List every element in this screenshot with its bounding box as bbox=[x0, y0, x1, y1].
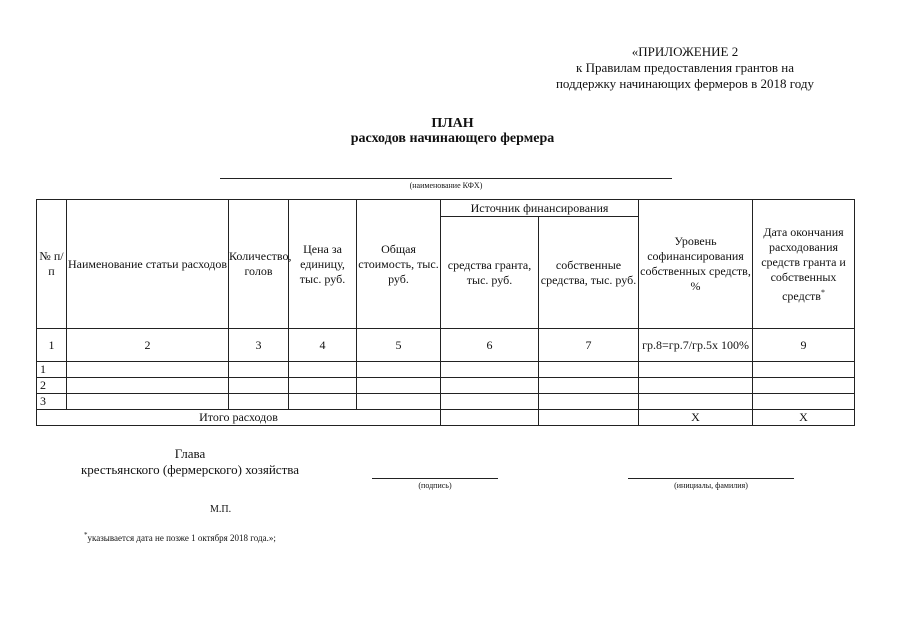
stamp-place: М.П. bbox=[210, 504, 232, 515]
signature-line bbox=[372, 478, 498, 479]
header-total: Общая стоимость, тыс. руб. bbox=[357, 200, 441, 329]
table-row bbox=[37, 378, 855, 394]
expense-plan-table bbox=[36, 199, 855, 426]
footnote bbox=[84, 531, 276, 543]
initials-line bbox=[628, 478, 794, 479]
index-row bbox=[37, 329, 855, 362]
index-cell-9: 9 bbox=[753, 329, 855, 362]
initials-caption: (инициалы, фамилия) bbox=[674, 481, 748, 490]
index-cell-4: 4 bbox=[289, 329, 357, 362]
header-grant: средства гранта, тыс. руб. bbox=[441, 217, 539, 329]
header-price: Цена за единицу, тыс. руб. bbox=[289, 200, 357, 329]
header-name: Наименование статьи расходов bbox=[67, 200, 229, 329]
kfx-name-caption: (наименование КФХ) bbox=[409, 181, 483, 190]
row-number: 1 bbox=[37, 362, 67, 378]
kfx-name-line bbox=[220, 178, 672, 179]
header-num: № п/п bbox=[37, 200, 67, 329]
header-date: Дата окончания расходования средств гранта и собственных средств bbox=[761, 224, 846, 303]
index-cell-5: 5 bbox=[357, 329, 441, 362]
header-source: Источник финансирования bbox=[441, 200, 639, 217]
header-row-1 bbox=[37, 200, 855, 217]
appendix-line-1: «ПРИЛОЖЕНИЕ 2 bbox=[631, 44, 739, 59]
document-title: ПЛАН bbox=[431, 116, 474, 131]
total-label: Итого расходов bbox=[37, 410, 441, 426]
index-cell-2: 2 bbox=[67, 329, 229, 362]
row-number: 2 bbox=[37, 378, 67, 394]
header-date-cell bbox=[753, 200, 855, 329]
index-cell-8: гр.8=гр.7/гр.5х 100% bbox=[639, 329, 753, 362]
header-own: собственные средства, тыс. руб. bbox=[539, 217, 639, 329]
footnote-mark: * bbox=[84, 531, 88, 539]
table-row bbox=[37, 394, 855, 410]
document-subtitle: расходов начинающего фермера bbox=[350, 131, 555, 146]
appendix-block bbox=[520, 44, 850, 92]
appendix-line-3: поддержку начинающих фермеров в 2018 году bbox=[555, 76, 815, 91]
appendix-line-2: к Правилам предоставления грантов на bbox=[576, 60, 794, 75]
total-row bbox=[37, 410, 855, 426]
row-number: 3 bbox=[37, 394, 67, 410]
index-cell-3: 3 bbox=[229, 329, 289, 362]
header-date-footnote-mark: * bbox=[820, 287, 825, 297]
head-title-farm: крестьянского (фермерского) хозяйства bbox=[80, 462, 299, 477]
footnote-text: указывается дата не позже 1 октября 2018 года.»; bbox=[87, 533, 276, 543]
head-title: Глава bbox=[174, 446, 206, 461]
total-date: Х bbox=[753, 410, 855, 426]
header-qty: Количество, голов bbox=[229, 200, 289, 329]
index-cell-1: 1 bbox=[37, 329, 67, 362]
table-row bbox=[37, 362, 855, 378]
header-level: Уровень софинансирования собственных средств, % bbox=[639, 200, 753, 329]
index-cell-6: 6 bbox=[441, 329, 539, 362]
signature-caption: (подпись) bbox=[418, 481, 452, 490]
total-level: Х bbox=[639, 410, 753, 426]
index-cell-7: 7 bbox=[539, 329, 639, 362]
